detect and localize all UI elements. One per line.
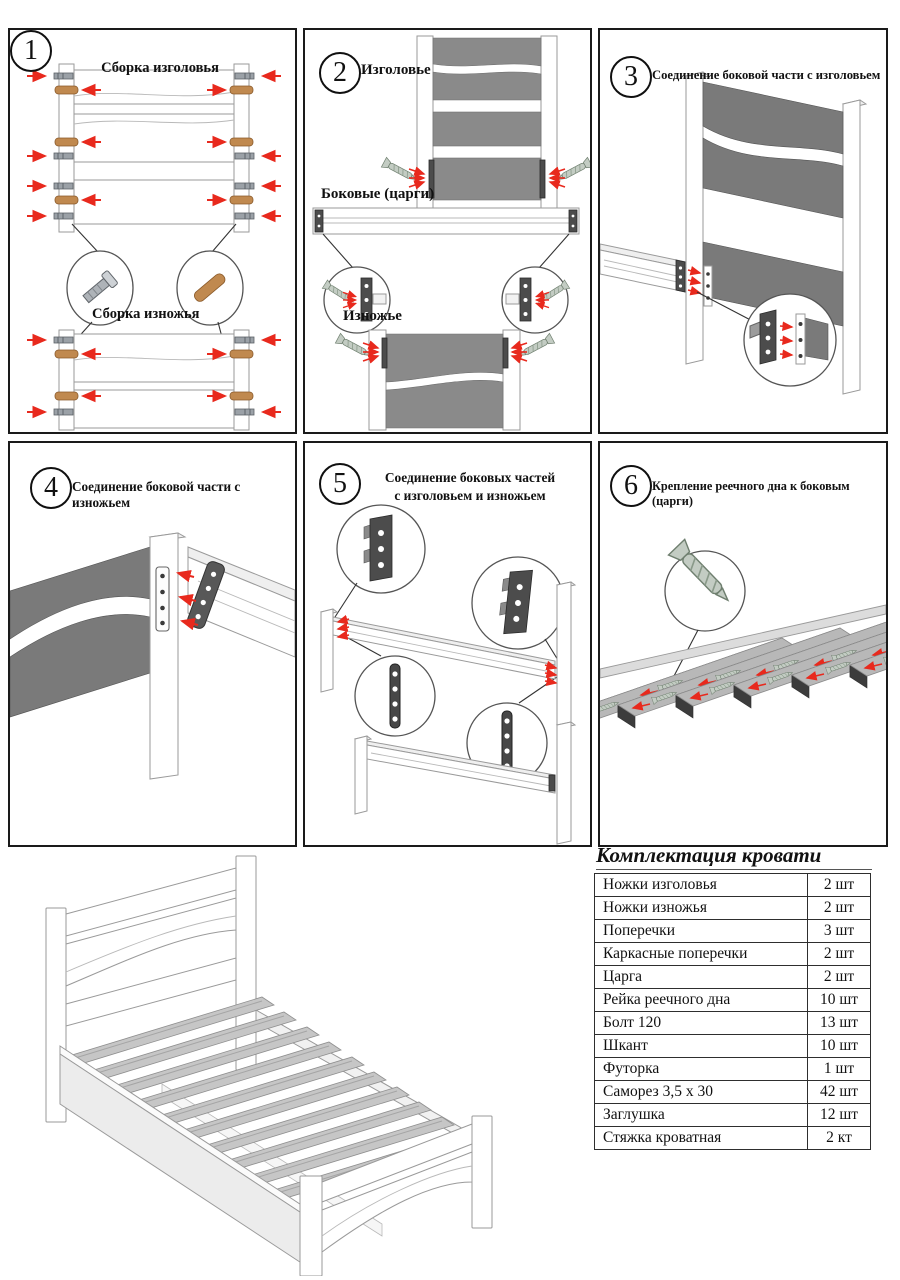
- assembled-bed-illustration: [12, 852, 592, 1276]
- part-name-cell: Царга: [595, 966, 808, 989]
- table-row: [595, 1127, 871, 1150]
- step-title: [367, 469, 573, 505]
- part-name-cell: Болт 120: [595, 1012, 808, 1035]
- parts-table: [594, 873, 871, 1150]
- step-number-badge: [10, 30, 52, 72]
- footboard-drawing: [27, 330, 281, 430]
- step-panel-6: [598, 441, 888, 847]
- part-qty-cell: 2 кт: [808, 1127, 871, 1150]
- headboard-assembly-label: Сборка изголовья: [101, 60, 219, 76]
- parts-list-title: Комплектация кровати: [596, 843, 872, 870]
- part-qty-cell: 2 шт: [808, 874, 871, 897]
- table-row: [595, 920, 871, 943]
- step-number: 4: [44, 472, 58, 503]
- side-rail-3d-drawing: [600, 244, 686, 292]
- table-row: [595, 1012, 871, 1035]
- table-row: [595, 989, 871, 1012]
- parts-list: [594, 843, 872, 1150]
- table-row: [595, 1035, 871, 1058]
- part-name-cell: Ножки изголовья: [595, 874, 808, 897]
- step-title-line2: с изголовьем и изножьем: [394, 488, 546, 504]
- table-row: [595, 943, 871, 966]
- footboard-label: Изножье: [343, 308, 402, 324]
- table-row: [595, 1081, 871, 1104]
- part-qty-cell: 42 шт: [808, 1081, 871, 1104]
- part-qty-cell: 1 шт: [808, 1058, 871, 1081]
- step-title: Соединение боковой части с изголовьем: [652, 68, 881, 82]
- step-number: 2: [333, 57, 347, 88]
- part-name-cell: Саморез 3,5 х 30: [595, 1081, 808, 1104]
- step-number: 3: [624, 61, 638, 92]
- step1-diagram: [10, 30, 295, 432]
- step-panel-4: [8, 441, 297, 847]
- step-panel-5: [303, 441, 592, 847]
- step-panel-2: [303, 28, 592, 434]
- part-qty-cell: 2 шт: [808, 966, 871, 989]
- part-name-cell: Шкант: [595, 1035, 808, 1058]
- step-number-badge: [30, 467, 72, 509]
- part-qty-cell: 10 шт: [808, 1035, 871, 1058]
- part-name-cell: Ножки изножья: [595, 897, 808, 920]
- part-qty-cell: 10 шт: [808, 989, 871, 1012]
- headboard-drawing: [27, 64, 281, 232]
- footboard-drawing: [335, 330, 554, 430]
- headboard-label: Изголовье: [361, 62, 431, 78]
- step-number: 5: [333, 468, 347, 499]
- step-number-badge: [319, 52, 361, 94]
- step-panel-1: [8, 28, 297, 434]
- table-row: [595, 874, 871, 897]
- part-qty-cell: 2 шт: [808, 897, 871, 920]
- part-name-cell: Каркасные поперечки: [595, 943, 808, 966]
- side-rails-label: Боковые (царги): [321, 186, 435, 202]
- step-title-line1: Соединение боковых частей: [384, 470, 556, 485]
- step-title: Крепление реечного дна к боковым (царги): [652, 479, 850, 508]
- part-name-cell: Рейка реечного дна: [595, 989, 808, 1012]
- side-rail-drawing: [313, 208, 579, 234]
- part-qty-cell: 2 шт: [808, 943, 871, 966]
- screw-callout: [665, 551, 745, 631]
- footboard-assembly-label: Сборка изножья: [92, 306, 200, 322]
- table-row: [595, 1104, 871, 1127]
- table-row: [595, 966, 871, 989]
- part-name-cell: Поперечки: [595, 920, 808, 943]
- step-panel-3: [598, 28, 888, 434]
- part-name-cell: Заглушка: [595, 1104, 808, 1127]
- table-row: [595, 1058, 871, 1081]
- part-name-cell: Стяжка кроватная: [595, 1127, 808, 1150]
- step-number-badge: [319, 463, 361, 505]
- part-name-cell: Футорка: [595, 1058, 808, 1081]
- step-number-badge: [610, 465, 652, 507]
- step-number: 1: [24, 35, 38, 66]
- part-qty-cell: 12 шт: [808, 1104, 871, 1127]
- part-qty-cell: 13 шт: [808, 1012, 871, 1035]
- step-number-badge: [610, 56, 652, 98]
- footboard-3d-drawing: [10, 533, 185, 779]
- table-row: [595, 897, 871, 920]
- step-title: Соединение боковой части с изножьем: [72, 479, 241, 510]
- part-qty-cell: 3 шт: [808, 920, 871, 943]
- step-number: 6: [624, 470, 638, 501]
